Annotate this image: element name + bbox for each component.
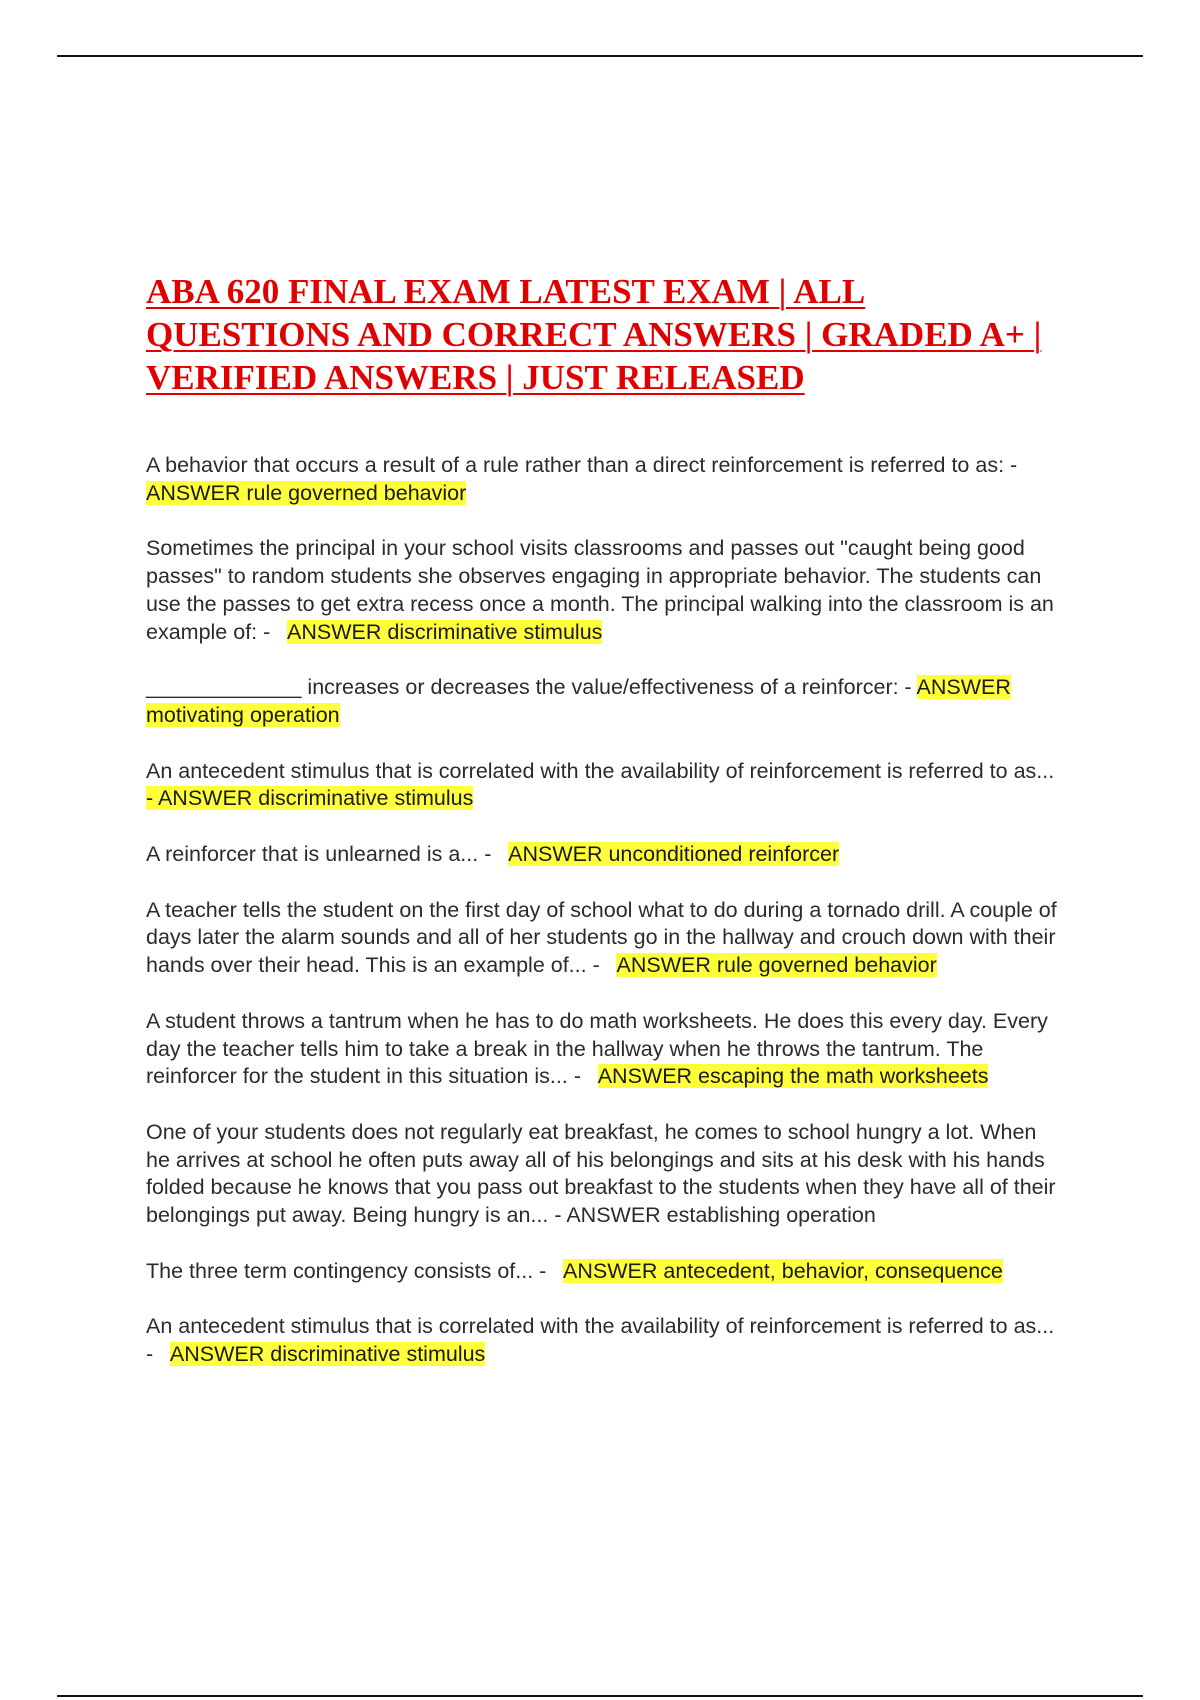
top-rule [57, 55, 1143, 57]
question-text: An antecedent stimulus that is correlated with the availability of reinforcement is referred to as... - [146, 1314, 1055, 1367]
question-text: One of your students does not regularly eat breakfast, he comes to school hungry a lot. When he arrives at school he often puts away all of his belongings and sits at his desk with his hands folded because he knows that you pass out breakfast to the students when they have all of their belongings put away. Being hungry is an... - [146, 1119, 1056, 1228]
qa-list [146, 452, 1066, 1397]
question-text: Sometimes the principal in your school visits classrooms and passes out "caught being good passes" to random students she observes engaging in appropriate behavior. The students can use the passes to get extra recess once a month. The principal walking into the classroom is an example of: - [146, 536, 1054, 644]
qa-item [146, 1119, 1066, 1230]
bottom-rule [57, 1695, 1143, 1697]
qa-item [146, 1258, 1066, 1286]
question-text: A student throws a tantrum when he has to do math worksheets. He does this every day. Every day the teacher tells him to take a break in the hallway when he throws the tantrum. The reinforcer for the student in this situation is... - [146, 1008, 1048, 1089]
answer-text: ANSWER antecedent, behavior, consequence [563, 1258, 1003, 1283]
answer-text: - ANSWER discriminative stimulus [146, 786, 474, 811]
answer-text: ANSWER rule governed behavior [146, 480, 467, 505]
answer-text: ANSWER escaping the math worksheets [597, 1064, 989, 1089]
answer-text: ANSWER establishing operation [566, 1203, 876, 1228]
qa-item [146, 1008, 1066, 1091]
question-text: A behavior that occurs a result of a rule rather than a direct reinforcement is referred to as: - [146, 453, 1018, 477]
answer-text: ANSWER discriminative stimulus [169, 1342, 486, 1367]
answer-text: ANSWER discriminative stimulus [287, 619, 603, 644]
question-text: _____________ increases or decreases the value/effectiveness of a reinforcer: - [146, 675, 912, 700]
qa-item [146, 758, 1066, 813]
answer-text: ANSWER rule governed behavior [616, 953, 937, 978]
question-text: A teacher tells the student on the first day of school what to do during a tornado drill. A couple of days later the alarm sounds and all of her students go in the hallway and crouch down with their hands over their head. This is an example of... - [146, 897, 1057, 978]
question-text: An antecedent stimulus that is correlated with the availability of reinforcement is referred to as... [146, 758, 1055, 783]
qa-item [146, 841, 1066, 869]
question-text: The three term contingency consists of... - [146, 1258, 547, 1283]
qa-item [146, 674, 1066, 729]
answer-text: ANSWER motivating operation [146, 675, 1011, 727]
qa-item [146, 535, 1066, 646]
page-title: ABA 620 FINAL EXAM LATEST EXAM | ALL QUESTIONS AND CORRECT ANSWERS | GRADED A+ | VERIFIED ANSWERS | JUST RELEASED [146, 272, 1042, 397]
qa-item [146, 897, 1066, 980]
qa-item [146, 452, 1066, 507]
qa-item [146, 1313, 1066, 1368]
answer-text: ANSWER unconditioned reinforcer [508, 842, 840, 867]
question-text: A reinforcer that is unlearned is a... - [146, 842, 492, 867]
